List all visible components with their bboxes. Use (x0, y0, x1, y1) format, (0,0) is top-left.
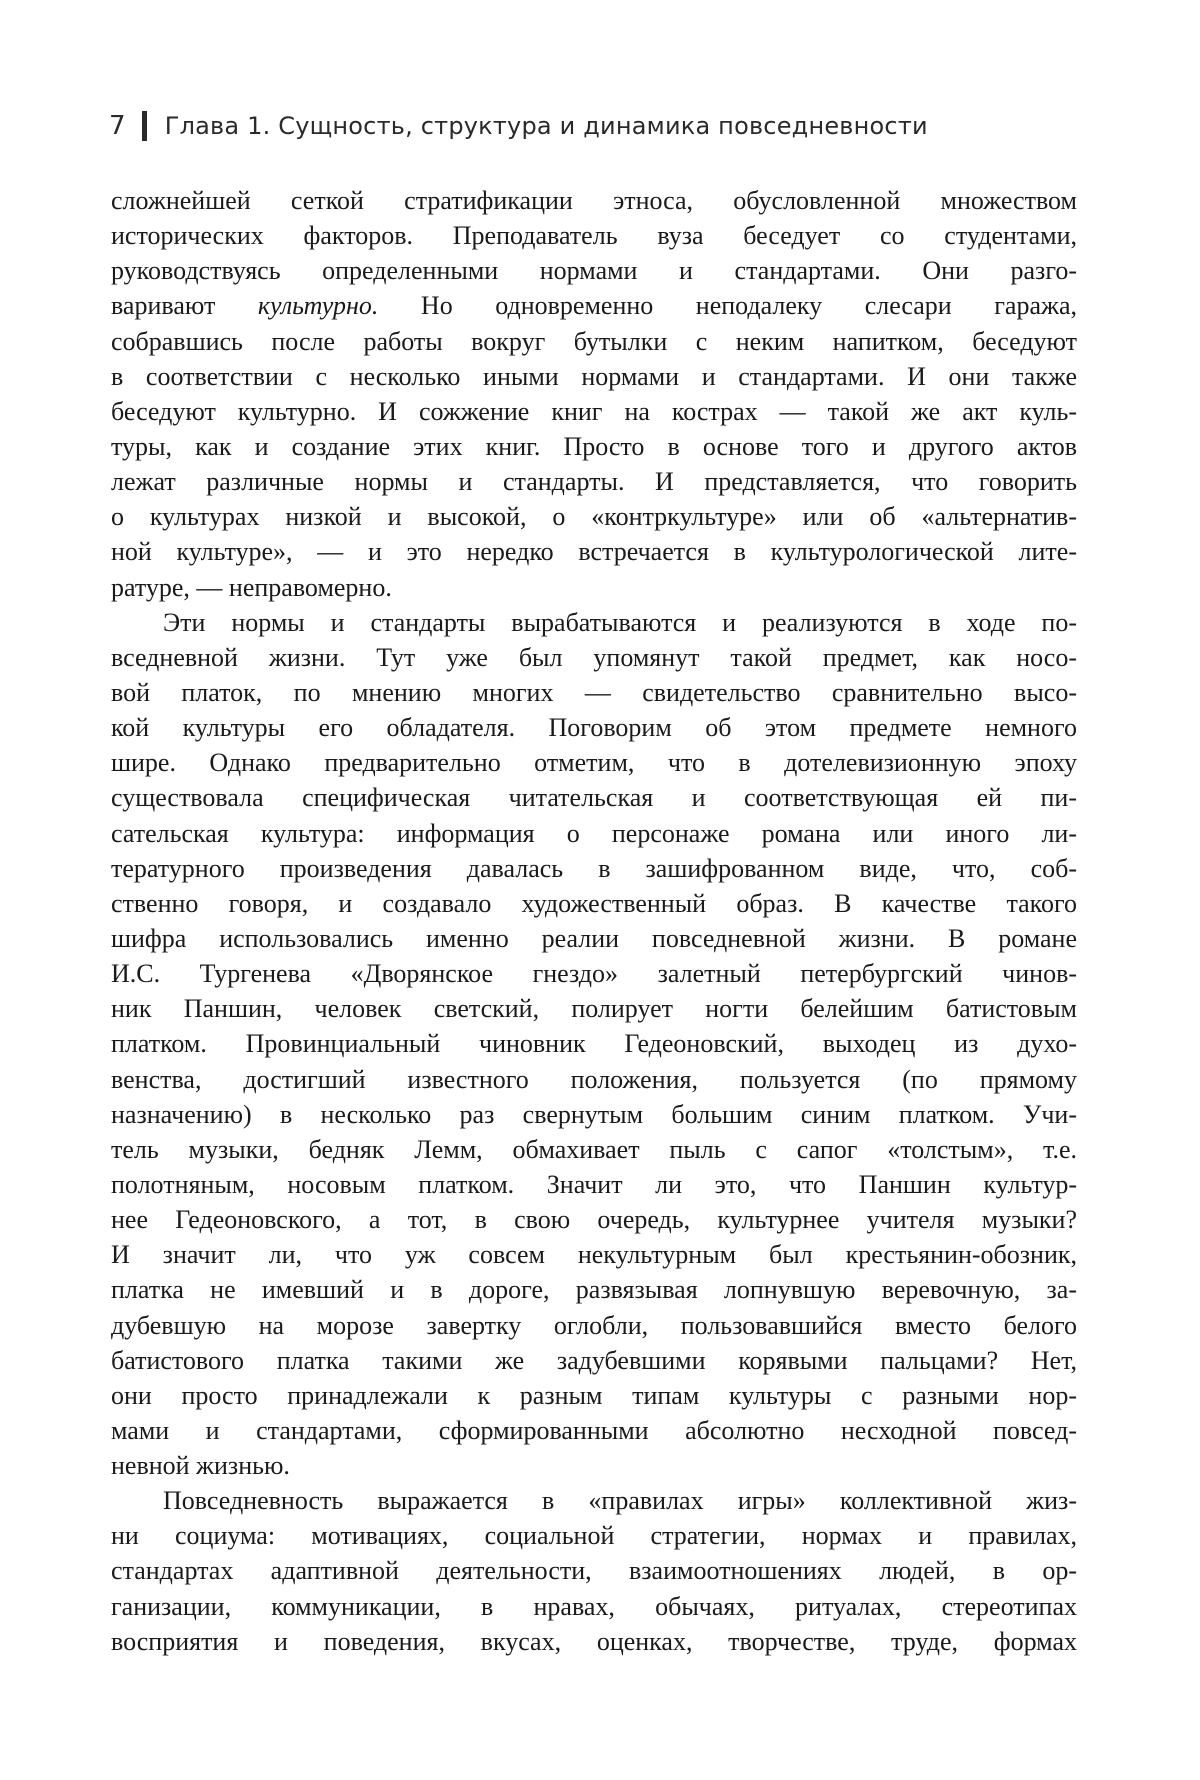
paragraph-3 (111, 1483, 1077, 1659)
page-number: 7 (109, 111, 126, 141)
paragraph-1 (111, 183, 1077, 605)
emphasized-word: культурно. (257, 291, 379, 321)
text-line: существовала специфическая читательская и соответствующая ей пи- (111, 783, 1077, 813)
text-line: ник Паншин, человек светский, полирует ногти белейшим батистовым (111, 994, 1077, 1024)
running-header (109, 106, 928, 146)
text-line: дубевшую на морозе завертку оглобли, пользовавшийся вместо белого (111, 1310, 1077, 1340)
text-line: туры, как и создание этих книг. Просто в основе того и другого актов (111, 431, 1077, 461)
paragraph-2 (111, 605, 1077, 1484)
text-line: Эти нормы и стандарты вырабатываются и реализуются в ходе по- (163, 607, 1077, 637)
text-line: беседуют культурно. И сожжение книг на кострах — такой же акт куль- (111, 396, 1077, 426)
text-line: собравшись после работы вокруг бутылки с неким напитком, беседуют (111, 326, 1077, 356)
text-fragment: варивают (111, 291, 258, 321)
text-line: назначению) в несколько раз свернутым большим синим платком. Учи- (111, 1099, 1077, 1129)
text-line: венства, достигший известного положения, пользуется (по прямому (111, 1064, 1077, 1094)
text-line: о культурах низкой и высокой, о «контркультуре» или об «альтернатив- (111, 502, 1077, 532)
text-line: нее Гедеоновского, а тот, в свою очередь, культурнее учителя музыки? (111, 1205, 1077, 1235)
body-text (111, 183, 1077, 1659)
text-line: ственно говоря, и создавало художественный образ. В качестве такого (111, 888, 1077, 918)
text-line (111, 288, 1077, 323)
text-line: сательская культура: информация о персонаже романа или иного ли- (111, 818, 1077, 848)
text-line: батистового платка такими же задубевшими корявыми пальцами? Нет, (111, 1345, 1077, 1375)
text-line: И.С. Тургенева «Дворянское гнездо» залетный петербургский чинов- (111, 959, 1077, 989)
text-line: платком. Провинциальный чиновник Гедеоновский, выходец из духо- (111, 1029, 1077, 1059)
text-line: шифра использовались именно реалии повседневной жизни. В романе (111, 923, 1077, 953)
text-line: Повседневность выражается в «правилах игры» коллективной жиз- (163, 1486, 1077, 1516)
text-line: платка не имевший и в дороге, развязывая лопнувшую веревочную, за- (111, 1275, 1077, 1305)
text-line: тель музыки, бедняк Лемм, обмахивает пыль с сапог «толстым», т.е. (111, 1134, 1077, 1164)
text-line: ной культуре», — и это нередко встречается в культурологической лите- (111, 537, 1077, 567)
text-line: сложнейшей сеткой стратификации этноса, обусловленной множеством (111, 186, 1077, 215)
chapter-title: Глава 1. Сущность, структура и динамика повседневности (164, 112, 928, 140)
text-line: исторических факторов. Преподаватель вуза беседует со студентами, (111, 221, 1077, 251)
text-line: в соответствии с несколько иными нормами и стандартами. И они также (111, 361, 1077, 391)
text-line: И значит ли, что уж совсем некультурным был крестьянин-обозник, (111, 1240, 1077, 1270)
text-line: полотняным, носовым платком. Значит ли это, что Паншин культур- (111, 1169, 1077, 1199)
text-line: вседневной жизни. Тут уже был упомянут такой предмет, как носо- (111, 642, 1077, 672)
text-fragment: Но одновременно неподалеку слесари гаража, (378, 291, 1078, 321)
text-line: ни социума: мотивациях, социальной стратегии, нормах и правилах, (111, 1521, 1077, 1551)
text-line: кой культуры его обладателя. Поговорим об этом предмете немного (111, 713, 1077, 743)
text-line: лежат различные нормы и стандарты. И представляется, что говорить (111, 467, 1077, 497)
text-line: руководствуясь определенными нормами и стандартами. Они разго- (111, 256, 1077, 286)
text-line: восприятия и поведения, вкусах, оценках, творчестве, труде, формах (111, 1626, 1077, 1656)
text-line: мами и стандартами, сформированными абсолютно несходной повсед- (111, 1415, 1077, 1445)
header-separator (142, 111, 147, 141)
text-line: тературного произведения давалась в зашифрованном виде, что, соб- (111, 853, 1077, 883)
text-line: ратуре, — неправомерно. (111, 572, 392, 602)
text-line: невной жизнью. (111, 1451, 290, 1481)
text-line: они просто принадлежали к разным типам культуры с разными нор- (111, 1380, 1077, 1410)
text-line: вой платок, по мнению многих — свидетельство сравнительно высо- (111, 677, 1077, 707)
text-line: стандартах адаптивной деятельности, взаимоотношениях людей, в ор- (111, 1556, 1077, 1586)
text-line: шире. Однако предварительно отметим, что в дотелевизионную эпоху (111, 748, 1077, 778)
text-line: ганизации, коммуникации, в нравах, обычаях, ритуалах, стереотипах (111, 1591, 1077, 1621)
